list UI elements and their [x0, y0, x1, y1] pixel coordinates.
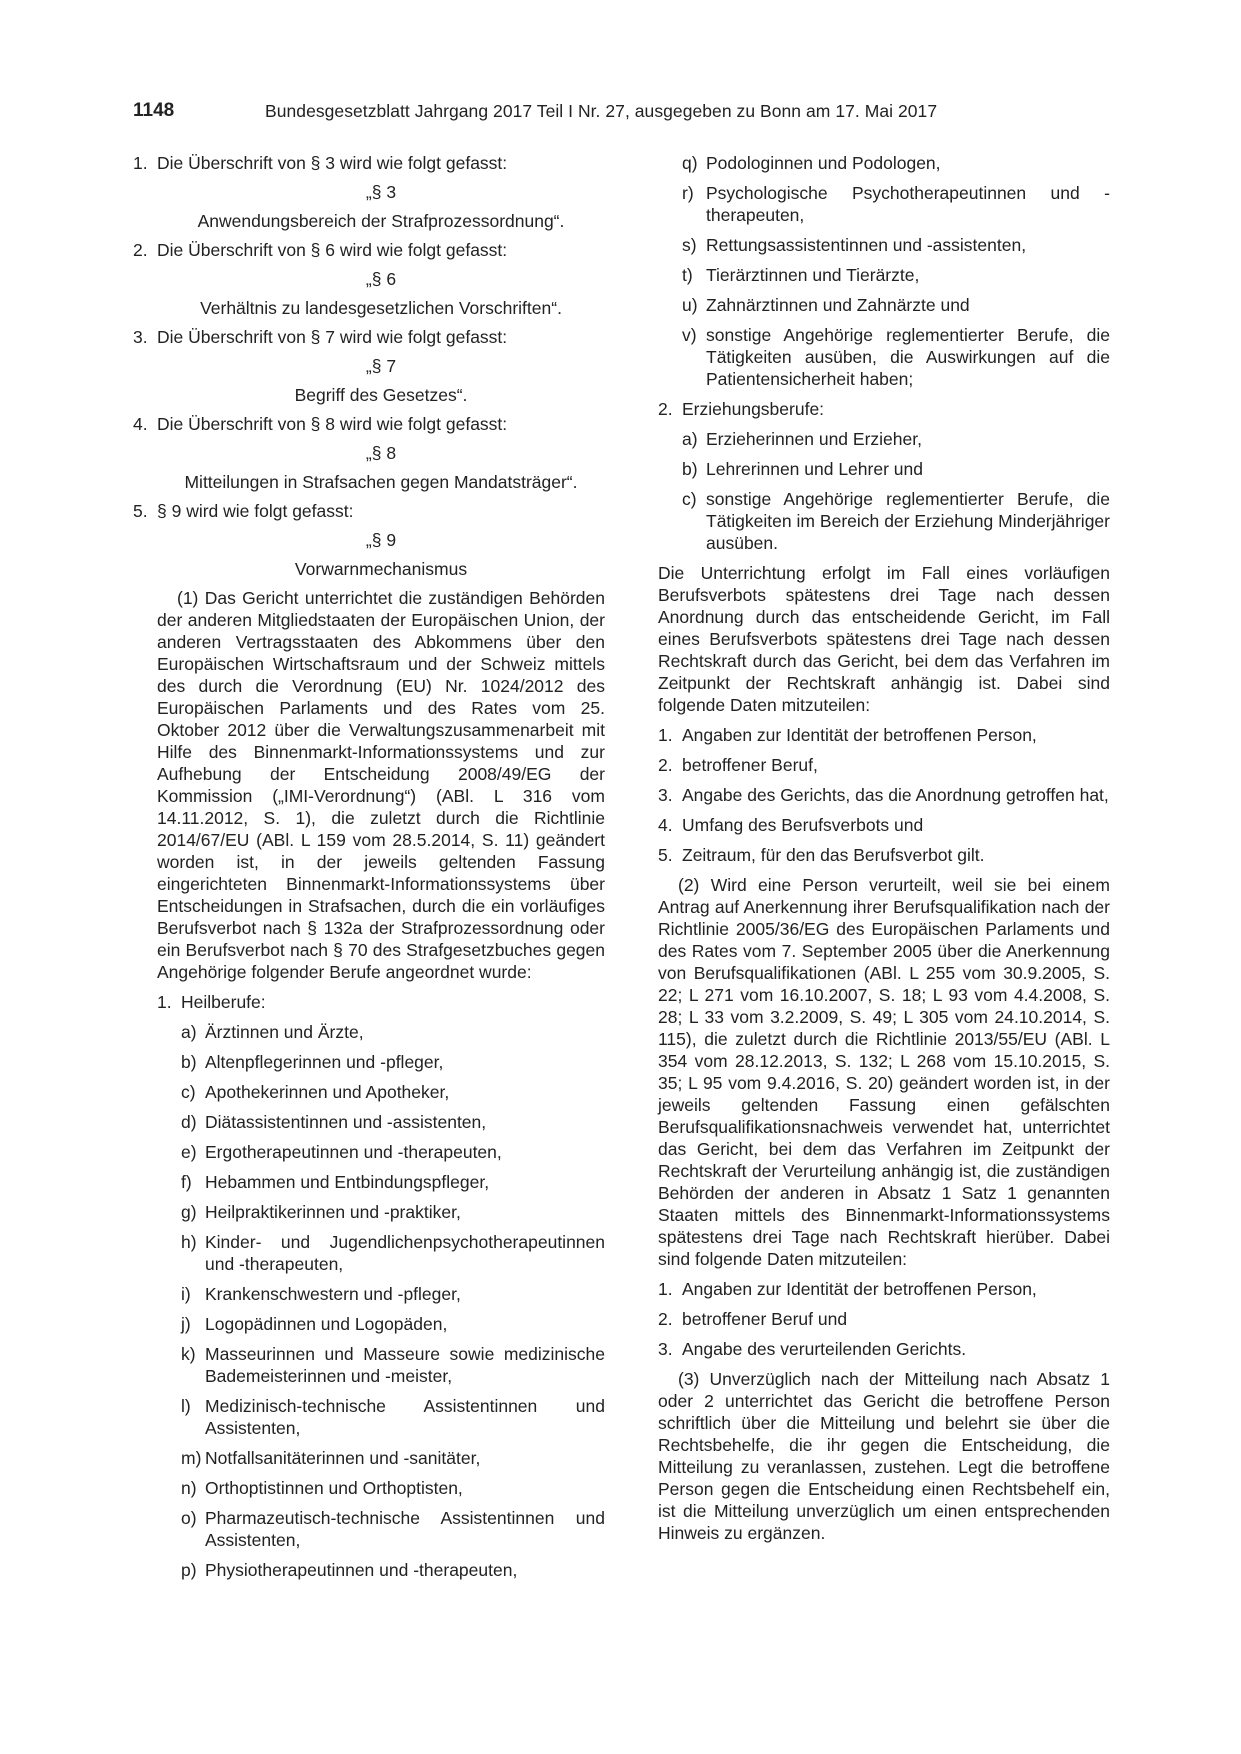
- list-item: g) Heilpraktikerinnen und -praktiker,: [181, 1202, 461, 1222]
- data-list: [658, 1278, 1110, 1360]
- amendment-item: 2. Die Überschrift von § 6 wird wie folgt gefasst:: [133, 240, 508, 260]
- right-column: [658, 152, 1110, 1552]
- list-item: l) Medizinisch-technische Assistentinnen und Assistenten,: [181, 1396, 605, 1438]
- page-number: 1148: [133, 100, 175, 121]
- list-item: u) Zahnärztinnen und Zahnärzte und: [682, 295, 970, 315]
- list-heading: 2. Erziehungsberufe:: [658, 399, 825, 419]
- list-item: i) Krankenschwestern und -pfleger,: [181, 1284, 461, 1304]
- list-item: b) Altenpflegerinnen und -pfleger,: [181, 1052, 444, 1072]
- page-header: [133, 100, 1113, 126]
- list-heading: 1. Heilberufe:: [157, 992, 266, 1012]
- list-item: d) Diätassistentinnen und -assistenten,: [181, 1112, 487, 1132]
- list-item: 2. betroffener Beruf und: [658, 1309, 848, 1329]
- list-item: 1. Angaben zur Identität der betroffenen Person,: [658, 1279, 1037, 1299]
- list-item: k) Masseurinnen und Masseure sowie medizinische Bademeisterinnen und -meister,: [181, 1344, 605, 1386]
- section-number: „§ 7: [365, 356, 397, 376]
- list-item: r) Psychologische Psychotherapeutinnen und -therapeuten,: [682, 183, 1110, 225]
- list-item: j) Logopädinnen und Logopäden,: [181, 1314, 448, 1334]
- erziehungsberufe-list: [682, 428, 1110, 554]
- amendment-item: 5. § 9 wird wie folgt gefasst:: [133, 501, 354, 521]
- heilberufe-list-continued: [682, 152, 1110, 390]
- list-item: 5. Zeitraum, für den das Berufsverbot gilt.: [658, 845, 985, 865]
- list-item: c) sonstige Angehörige reglementierter Berufe, die Tätigkeiten im Bereich der Erziehung Minderjähriger ausüben.: [682, 489, 1110, 553]
- list-item: t) Tierärztinnen und Tierärzte,: [682, 265, 920, 285]
- section-title: Anwendungsbereich der Strafprozessordnung“.: [197, 211, 565, 231]
- paragraph-text: Die Unterrichtung erfolgt im Fall eines vorläufigen Berufsverbots spätestens drei Tage nach dessen Anordnung durch das entscheidende Gericht, im Fall eines Berufsverbots spätestens drei Tage nach dessen Rechtskraft durch das Gericht, bei dem das Verfahren im Zeitpunkt der Rechtskraft anhängig ist. Dabei sind folgende Daten mitzuteilen:: [658, 563, 1110, 715]
- section-number: „§ 6: [365, 269, 397, 289]
- running-title: Bundesgesetzblatt Jahrgang 2017 Teil I Nr. 27, ausgegeben zu Bonn am 17. Mai 2017: [265, 101, 938, 121]
- amendment-item: 3. Die Überschrift von § 7 wird wie folgt gefasst:: [133, 327, 508, 347]
- amendment-item: 1. Die Überschrift von § 3 wird wie folgt gefasst:: [133, 153, 508, 173]
- paragraph-1: (1) Das Gericht unterrichtet die zuständigen Behörden der anderen Mitgliedstaaten der Europäischen Union, der anderen Vertragsstaaten des Abkommens über den Europäischen Wirtschaftsraum und der Schweiz mittels des durch die Verordnung (EU) Nr. 1024/2012 des Europäischen Parlaments und des Rates vom 25. Oktober 2012 über die Verwaltungszusammenarbeit mit Hilfe des Binnenmarkt-Informationssystems und zur Aufhebung der Entscheidung 2008/49/EG der Kommission („IMI-Verordnung“) (ABl. L 316 vom 14.11.2012, S. 1), die zuletzt durch die Richtlinie 2014/67/EU (ABl. L 159 vom 28.5.2014, S. 11) geändert worden ist, in der jeweils geltenden Fassung eingerichteten Binnenmarkt-Informationssystems über Entscheidungen in Strafsachen, durch die ein vorläufiges Berufsverbot nach § 132a der Strafprozessordnung oder ein Berufsverbot nach § 70 des Strafgesetzbuches gegen Angehörige folgender Berufe angeordnet wurde:: [157, 588, 605, 982]
- list-item: 2. betroffener Beruf,: [658, 755, 818, 775]
- list-item: a) Ärztinnen und Ärzte,: [181, 1022, 364, 1042]
- list-item: h) Kinder- und Jugendlichenpsychotherapeutinnen und -therapeuten,: [181, 1232, 605, 1274]
- section-number: „§ 9: [365, 530, 397, 550]
- left-column: [133, 152, 605, 1589]
- list-item: 3. Angabe des verurteilenden Gerichts.: [658, 1339, 967, 1359]
- list-item: c) Apothekerinnen und Apotheker,: [181, 1082, 450, 1102]
- list-item: b) Lehrerinnen und Lehrer und: [682, 459, 923, 479]
- list-item: 4. Umfang des Berufsverbots und: [658, 815, 924, 835]
- list-item: s) Rettungsassistentinnen und -assistenten,: [682, 235, 1027, 255]
- list-item: o) Pharmazeutisch-technische Assistentinnen und Assistenten,: [181, 1508, 605, 1550]
- paragraph-2: (2) Wird eine Person verurteilt, weil sie bei einem Antrag auf Anerkennung ihrer Berufsqualifikation nach der Richtlinie 2005/36/EG des Europäischen Parlaments und des Rates vom 7. September 2005 über die Anerkennung von Berufsqualifikationen (ABl. L 255 vom 30.9.2005, S. 22; L 271 vom 16.10.2007, S. 18; L 93 vom 4.4.2008, S. 28; L 33 vom 3.2.2009, S. 49; L 305 vom 24.10.2014, S. 115), die zuletzt durch die Richtlinie 2013/55/EU (ABl. L 354 vom 28.12.2013, S. 132; L 268 vom 15.10.2015, S. 35; L 95 vom 9.4.2016, S. 20) geändert worden ist, in der jeweils geltenden Fassung einen gefälschten Berufsqualifikationsnachweis verwendet hat, unterrichtet das Gericht, bei dem das Verfahren im Zeitpunkt der Rechtskraft der Verurteilung anhängig ist, die zuständigen Behörden der anderen in Absatz 1 Satz 1 genannten Staaten mittels des Binnenmarkt-Informationssystems spätestens drei Tage nach Rechtskraft hierüber. Dabei sind folgende Daten mitzuteilen:: [658, 875, 1110, 1269]
- section-title: Verhältnis zu landesgesetzlichen Vorschriften“.: [200, 298, 562, 318]
- paragraph-3: (3) Unverzüglich nach der Mitteilung nach Absatz 1 oder 2 unterrichtet das Gericht die betroffene Person schriftlich über die Mitteilung und belehrt sie über die Rechtsbehelfe, die ihr gegen die Entscheidung, die Mitteilung zu veranlassen, zustehen. Legt die betroffene Person gegen die Entscheidung einen Rechtsbehelf ein, ist die Mitteilung unverzüglich um einen entsprechenden Hinweis zu ergänzen.: [658, 1369, 1110, 1543]
- section-number: „§ 3: [365, 182, 397, 202]
- section-number: „§ 8: [365, 443, 397, 463]
- section-title: Mitteilungen in Strafsachen gegen Mandatsträger“.: [184, 472, 578, 492]
- amendment-item: 4. Die Überschrift von § 8 wird wie folgt gefasst:: [133, 414, 508, 434]
- section-title: Begriff des Gesetzes“.: [294, 385, 468, 405]
- list-item: a) Erzieherinnen und Erzieher,: [682, 429, 922, 449]
- list-item: v) sonstige Angehörige reglementierter Berufe, die Tätigkeiten ausüben, die Auswirkungen auf die Patientensicherheit haben;: [682, 325, 1110, 389]
- list-item: m) Notfallsanitäterinnen und -sanitäter,: [181, 1448, 481, 1468]
- heilberufe-list: [181, 1021, 605, 1581]
- list-item: e) Ergotherapeutinnen und -therapeuten,: [181, 1142, 502, 1162]
- list-item: p) Physiotherapeutinnen und -therapeuten,: [181, 1560, 518, 1580]
- data-list: [658, 724, 1110, 866]
- list-item: 3. Angabe des Gerichts, das die Anordnung getroffen hat,: [658, 785, 1109, 805]
- section-title: Vorwarnmechanismus: [294, 559, 468, 579]
- list-item: 1. Angaben zur Identität der betroffenen Person,: [658, 725, 1037, 745]
- list-item: n) Orthoptistinnen und Orthoptisten,: [181, 1478, 463, 1498]
- list-item: q) Podologinnen und Podologen,: [682, 153, 941, 173]
- list-item: f) Hebammen und Entbindungspfleger,: [181, 1172, 490, 1192]
